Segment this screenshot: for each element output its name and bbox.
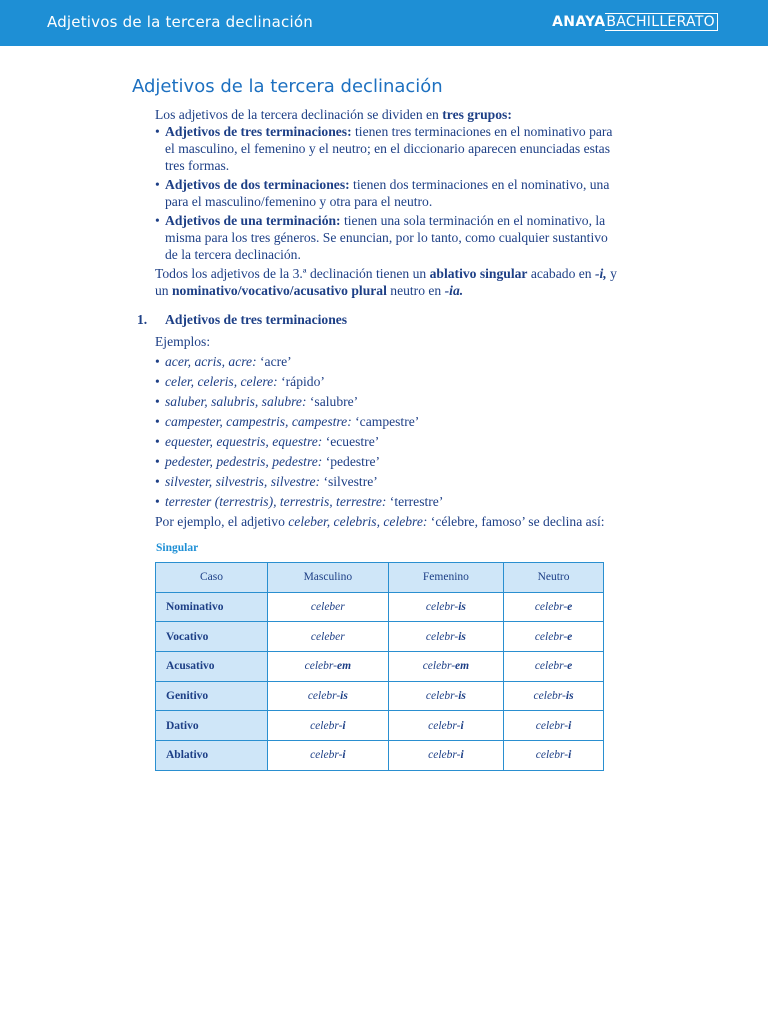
header-cell: Caso [156, 563, 268, 593]
case-cell: Dativo [156, 711, 268, 741]
section-heading: 1. Adjetivos de tres terminaciones [137, 312, 348, 327]
form-cell: celebr-is [388, 681, 503, 711]
group-item: • Adjetivos de dos terminaciones: tienen dos terminaciones en el nominativo, una para el masculino/femenino y otra para el neutro. [155, 176, 655, 210]
example-sentence: Por ejemplo, el adjetivo celeber, celebris, celebre: ‘célebre, famoso’ se declina así: [155, 514, 605, 529]
table-row [156, 652, 604, 682]
form-cell: celebr-i [504, 711, 604, 741]
form-cell: celeber [268, 592, 389, 622]
page-title: Adjetivos de la tercera declinación [132, 76, 443, 97]
list-item: • celer, celeris, celere: ‘rápido’ [155, 372, 605, 392]
header-bar [0, 0, 768, 46]
form-cell: celebr-em [268, 652, 389, 682]
form-cell: celebr-is [388, 622, 503, 652]
list-item: • pedester, pedestris, pedestre: ‘pedestre’ [155, 452, 605, 472]
list-item: • terrester (terrestris), terrestris, terrestre: ‘terrestre’ [155, 492, 605, 512]
document-title: Adjetivos de la tercera declinación [47, 13, 313, 31]
form-cell: celebr-e [504, 592, 604, 622]
form-cell: celebr-i [388, 741, 503, 771]
case-cell: Ablativo [156, 741, 268, 771]
form-cell: celebr-e [504, 622, 604, 652]
form-cell: celebr-i [504, 741, 604, 771]
header-cell: Femenino [388, 563, 503, 593]
case-cell: Vocativo [156, 622, 268, 652]
case-cell: Acusativo [156, 652, 268, 682]
header-cell: Neutro [504, 563, 604, 593]
intro-text [155, 106, 655, 299]
list-item: • acer, acris, acre: ‘acre’ [155, 352, 605, 372]
table-row [156, 681, 604, 711]
examples-list [155, 332, 605, 532]
list-item: • silvester, silvestris, silvestre: ‘silvestre’ [155, 472, 605, 492]
table-row [156, 741, 604, 771]
case-cell: Nominativo [156, 592, 268, 622]
table-row [156, 622, 604, 652]
case-cell: Genitivo [156, 681, 268, 711]
table-row [156, 711, 604, 741]
form-cell: celebr-is [504, 681, 604, 711]
group-item: • Adjetivos de una terminación: tienen una sola terminación en el nominativo, la misma para los tres géneros. Se enuncian, por lo tanto, como cualquier sustantivo de la tercera declinación. [155, 212, 655, 263]
header-cell: Masculino [268, 563, 389, 593]
form-cell: celebr-i [388, 711, 503, 741]
table-header-row [156, 563, 604, 593]
form-cell: celebr-is [388, 592, 503, 622]
list-item: • saluber, salubris, salubre: ‘salubre’ [155, 392, 605, 412]
form-cell: celebr-is [268, 681, 389, 711]
form-cell: celeber [268, 622, 389, 652]
closing-paragraph: Todos los adjetivos de la 3.ª declinación tienen un ablativo singular acabado en -i, y un nominativo/vocativo/acusativo plural neutro en -ia. [155, 266, 617, 298]
form-cell: celebr-em [388, 652, 503, 682]
table-caption: Singular [156, 542, 199, 554]
examples-label: Ejemplos: [155, 334, 211, 349]
group-item: • Adjetivos de tres terminaciones: tienen tres terminaciones en el nominativo para el masculino, el femenino y el neutro; en el diccionario aparecen enunciadas estas tres formas. [155, 123, 655, 174]
declension-table [155, 562, 604, 771]
intro-lead: Los adjetivos de la tercera declinación se dividen en tres grupos: [155, 107, 512, 122]
form-cell: celebr-i [268, 711, 389, 741]
form-cell: celebr-i [268, 741, 389, 771]
form-cell: celebr-e [504, 652, 604, 682]
table-row [156, 592, 604, 622]
brand-logo: ANAYABACHILLERATO [552, 14, 718, 30]
list-item: • equester, equestris, equestre: ‘ecuestre’ [155, 432, 605, 452]
list-item: • campester, campestris, campestre: ‘campestre’ [155, 412, 605, 432]
